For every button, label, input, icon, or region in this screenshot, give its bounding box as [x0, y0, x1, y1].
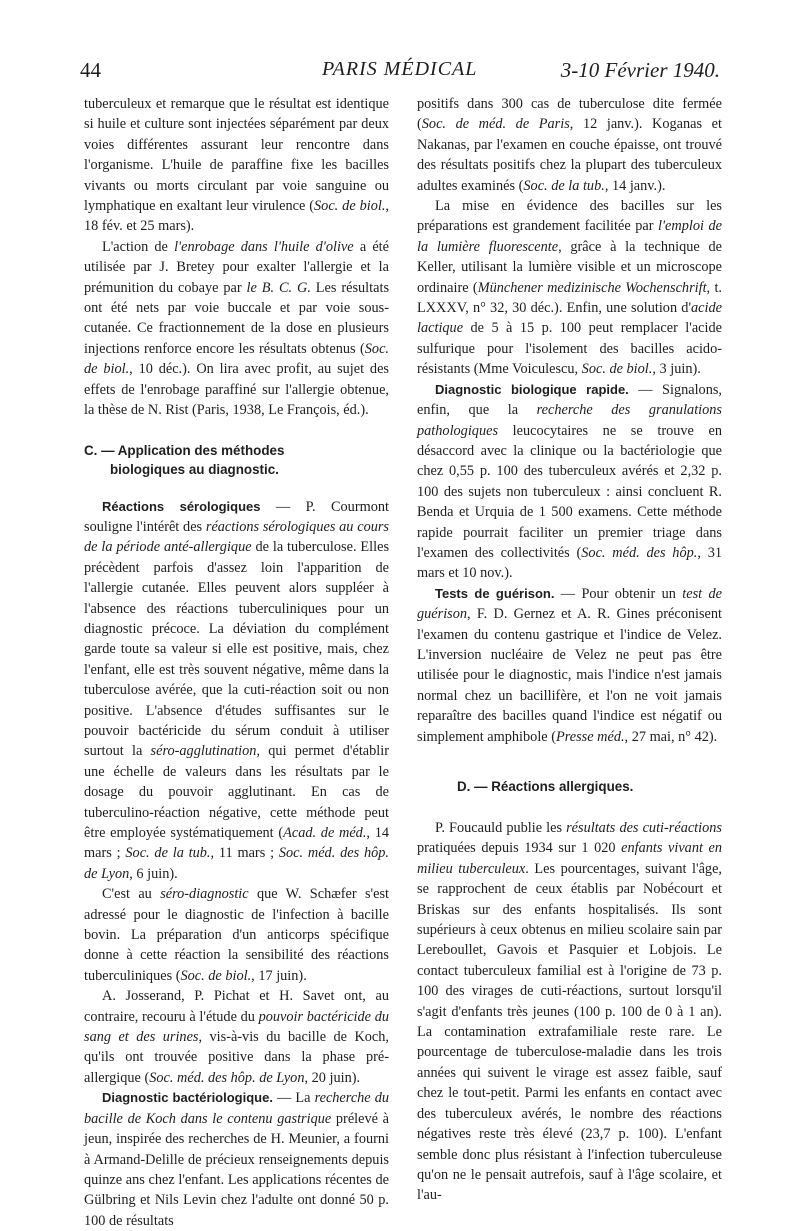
issue-date: 3-10 Février 1940.: [560, 58, 720, 82]
run-in-heading: Réactions sérologiques: [102, 498, 261, 514]
paragraph: Diagnostic bactériologique. — La recherche du bacille de Koch dans le contenu gastrique prélevé à jeun, inspirée des recherches de H. Meunier, a fourni à Armand-Delille de précieux renseignements depuis quinze ans chez l'enfant. Les applications récentes de Gülbring et Nils Levin chez l'adulte ont donné 50 p. 100 de résultats: [84, 1090, 390, 1229]
paragraph: positifs dans 300 cas de tuberculose dite fermée (Soc. de méd. de Paris, 12 janv.). Koganas et Nakanas, par l'examen en couche épaisse, ont trouvé des résultats positifs chez la plupart des tuberculeux adultes examinés (Soc. de la tub., 14 janv.).: [417, 96, 722, 194]
run-in-heading: Tests de guérison.: [435, 585, 555, 601]
section-heading-d: D. — Réactions allergiques.: [457, 779, 634, 794]
paragraph: Diagnostic biologique rapide. — Signalons, enfin, que la recherche des granulations pathologiques leucocytaires ne se trouve en désaccord avec la clinique ou la bactériologie que chez 0,55 p. 100 des tuberculeux avérés et 2,32 p. 100 des sujets non tuberculeux : ainsi concluent R. Benda et Urquia de 1 500 examens. Cette méthode rapide pourrait faciliter un premier triage dans l'examen des collectivités (Soc. méd. des hôp., 31 mars et 10 nov.).: [417, 381, 722, 582]
paragraph: A. Josserand, P. Pichat et H. Savet ont, au contraire, recouru à l'étude du pouvoir bactéricide du sang et des urines, vis-à-vis du bacille de Koch, qu'ils ont trouvée positive dans la phase pré-allergique (Soc. méd. des hôp. de Lyon, 20 juin).: [84, 988, 389, 1086]
run-in-heading: Diagnostic biologique rapide.: [435, 381, 629, 397]
journal-title: PARIS MÉDICAL: [322, 58, 478, 80]
paragraph: Réactions sérologiques — P. Courmont souligne l'intérêt des réactions sérologiques au cours de la période anté-allergique de la tuberculose. Elles précèdent parfois d'assez loin l'apparition de l'allergie cutanée. Elles peuvent alors suppléer à l'absence des réactions tuberculiniques pour un diagnostic précoce. La déviation du complément garde toute sa valeur si elle est positive, mais, chez l'enfant, elle est très souvent négative, même dans la tuberculose avérée, que la cuti-réaction soit ou non positive. L'absence d'études suffisantes sur le pouvoir bactéricide du sérum conduit à utiliser surtout la séro-agglutination, qui permet d'établir une échelle de valeurs dans les résultats par le dosage du pouvoir agglutinant. En cas de tuberculino-réaction négative, cette méthode peut être employée systématiquement (Acad. de méd., 14 mars ; Soc. de la tub., 11 mars ; Soc. méd. des hôp. de Lyon, 6 juin).: [84, 498, 390, 882]
page-number: 44: [80, 58, 101, 82]
run-in-heading: Diagnostic bactériologique.: [102, 1090, 273, 1106]
right-column: [417, 94, 722, 1206]
left-column: [84, 94, 389, 1231]
paragraph: Tests de guérison. — Pour obtenir un test de guérison, F. D. Gernez et A. R. Gines préconisent l'examen du contenu gastrique et l'indice de Velez. L'inversion nucléaire de Velez ne peut pas être utilisée pour le diagnostic, mais l'indice n'est jamais normal chez un bacillifère, et l'on ne voit jamais reparaître des bacilles quand l'indice est négatif ou simplement amphibole (Presse méd., 27 mai, n° 42).: [417, 585, 722, 745]
paragraph: tuberculeux et remarque que le résultat est identique si huile et culture sont injectées séparément par deux voies différentes assurant leur rencontre dans l'organisme. L'huile de paraffine fixe les bacilles vivants ou morts circulant par voie sanguine ou lymphatique en exaltant leur virulence (Soc. de biol., 18 fév. et 25 mars).: [84, 96, 389, 235]
section-heading-c: C. — Application des méthodes biologiques au diagnostic.: [84, 442, 285, 477]
paragraph: C'est au séro-diagnostic que W. Schæfer s'est adressé pour le diagnostic de l'infection à bacille bovin. La préparation d'un anticorps spécifique donne à cette réaction la sensibilité des réactions tuberculiniques (Soc. de biol., 17 juin).: [84, 886, 389, 984]
paragraph: La mise en évidence des bacilles sur les préparations est grandement facilitée par l'emploi de la lumière fluorescente, grâce à la technique de Keller, utilisant la lumière visible et un microscope ordinaire (Münchener medizinische Wochenschrift, t. LXXXV, n° 32, 30 déc.). Enfin, une solution d'acide lactique de 5 à 15 p. 100 peut remplacer l'acide sulfurique pour l'isolement des bacilles acido-résistants (Mme Voiculescu, Soc. de biol., 3 juin).: [417, 198, 722, 378]
paragraph: L'action de l'enrobage dans l'huile d'olive a été utilisée par J. Bretey pour exalter l'allergie et la prémunition du cobaye par le B. C. G. Les résultats ont été nets par voie buccale et par voie sous-cutanée. Ce fractionnement de la dose en plusieurs injections renforce encore les résultats obtenus (Soc. de biol., 10 déc.). On lira avec profit, au sujet des effets de l'enrobage paraffiné sur l'allergie obtenue, la thèse de N. Rist (Paris, 1938, Le François, éd.).: [84, 238, 390, 419]
page-header: [70, 58, 720, 88]
paragraph: P. Foucauld publie les résultats des cuti-réactions pratiquées depuis 1934 sur 1 020 enfants vivant en milieu tuberculeux. Les pourcentages, suivant l'âge, se rapprochent de ceux établis par Nobécourt et Briskas sur des enfants hospitalisés. Ils sont supérieurs à ceux obtenus en milieu scolaire sain par Lereboullet, Gavois et Pasquier et Lobjois. Le contact tuberculeux familial est à l'origine de 73 p. 100 des virages de cuti-réactions, surtout lorsqu'il s'agit d'enfants très jeunes (100 p. 100 de 0 à 1 an). La contamination extrafamiliale reste rare. Le pourcentage de tuberculose-maladie dans les trois années qui suivent le virage est assez faible, sauf chez le tout-petit. Parmi les enfants en contact avec des tuberculeux avérés, le nombre des réactions négatives reste très élevé (23,7 p. 100). L'enfant semble donc plus résistant à l'infection tuberculeuse qu'on ne le pensait autrefois, sauf à l'âge scolaire, et l'au-: [417, 820, 722, 1204]
